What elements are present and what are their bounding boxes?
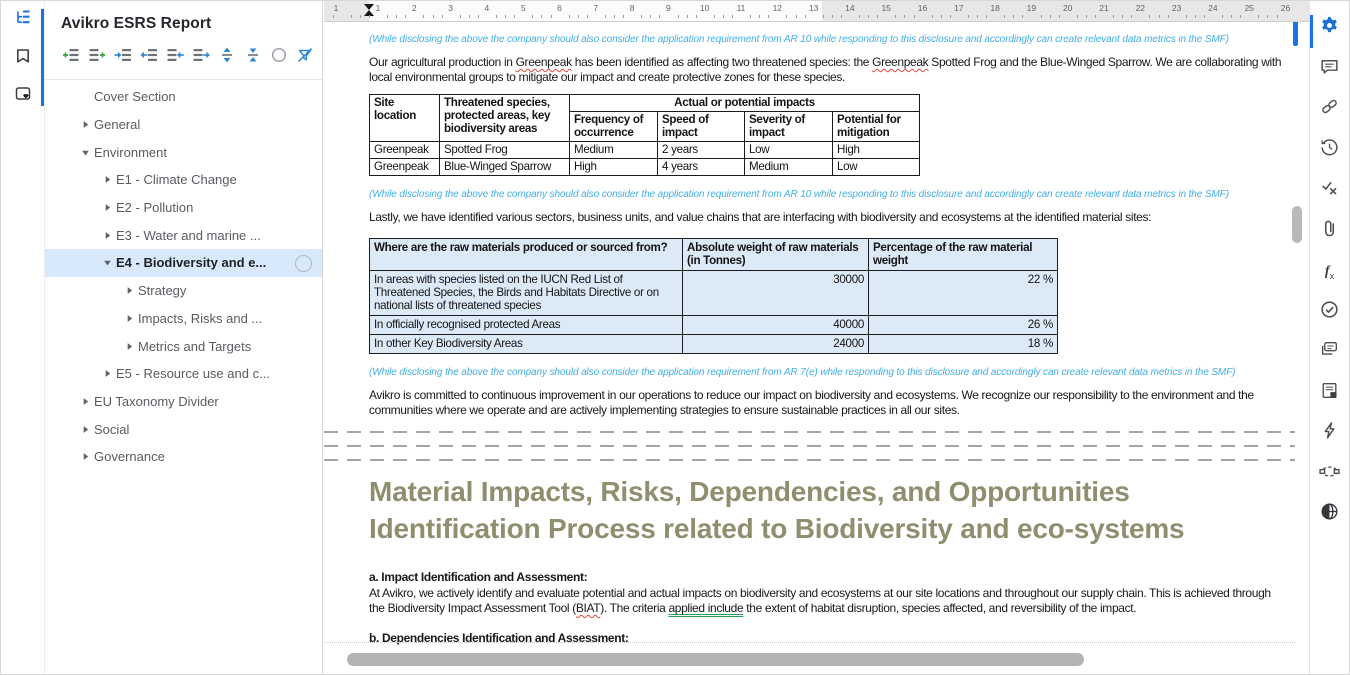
chevron-right-icon[interactable] [79, 395, 91, 407]
ruler-tick [904, 15, 905, 18]
table-row [370, 315, 1058, 334]
table1-cell[interactable]: 4 years [658, 158, 745, 175]
add-child-icon [62, 46, 80, 69]
active-panel-indicator [41, 9, 44, 106]
ruler-tick [405, 15, 406, 18]
bookmark-icon [13, 46, 33, 71]
table1-cell[interactable]: Medium [745, 158, 833, 175]
table1-subheader[interactable]: Frequency of occurrence [570, 111, 658, 141]
ruler-tick [505, 15, 506, 18]
ruler-tick [1277, 15, 1278, 18]
table2-cell[interactable]: 22 % [869, 270, 1058, 315]
table-row [370, 158, 920, 175]
section-status-button[interactable] [269, 47, 289, 67]
tree-item-e4-biodiversity-and-e[interactable] [44, 249, 322, 277]
chevron-right-icon[interactable] [123, 285, 135, 297]
table2-cell[interactable]: 18 % [869, 334, 1058, 353]
ruler-number: 9 [666, 3, 671, 13]
status-circle[interactable] [295, 255, 312, 272]
tree-item-e1-climate-change[interactable] [44, 166, 322, 194]
move-left-icon [166, 46, 184, 69]
tree-item-label: E5 - Resource use and c... [116, 366, 270, 382]
move-section-up-button[interactable] [165, 47, 185, 67]
ruler-number: 2 [411, 3, 417, 13]
grammar-marked-text: applied include [668, 601, 744, 616]
saved-cards-panel-button[interactable] [1, 77, 44, 115]
tree-item-label: Strategy [138, 283, 187, 299]
status-circle-icon [270, 46, 288, 69]
ruler-tick [768, 15, 769, 18]
tree-item-e5-resource-use-and-c[interactable] [44, 360, 322, 388]
ruler-tick [986, 15, 987, 18]
ruler-tick [1240, 15, 1241, 18]
comments-button[interactable] [1318, 57, 1342, 81]
tree-item-metrics-and-targets[interactable] [44, 332, 322, 360]
ruler-tick [1186, 15, 1187, 18]
clear-filter-button[interactable] [295, 47, 315, 67]
ruler-tick [1077, 15, 1078, 18]
ruler-number: 12 [772, 3, 783, 13]
table1-cell[interactable]: Greenpeak [370, 141, 440, 158]
ruler-tick [551, 15, 552, 18]
table-row [370, 141, 920, 158]
subsection-a-title[interactable]: a. Impact Identification and Assessment: [369, 569, 588, 584]
ruler-tick [1004, 15, 1005, 18]
ruler-tick [360, 15, 361, 18]
ruler-tick [1122, 15, 1123, 18]
ruler-number: 7 [593, 3, 599, 13]
ruler-tick [369, 15, 370, 18]
table2-cell[interactable]: 26 % [869, 315, 1058, 334]
tree-item-label: E4 - Biodiversity and e... [116, 255, 267, 271]
ruler-tick [532, 15, 533, 18]
ruler-tick [805, 15, 806, 18]
chevron-right-icon[interactable] [79, 423, 91, 435]
track-changes-button[interactable] [1318, 178, 1342, 202]
ruler-tick [832, 15, 833, 18]
guidance-note-2[interactable]: (While disclosing the above the company should also consider the application requirement from AR 10 while responding to this disclosure and accordingly can create relevant data metrics in the SMF) [369, 188, 1229, 200]
ruler-number: 17 [954, 3, 964, 13]
ruler-tick [614, 15, 615, 18]
ruler-number: 14 [845, 3, 855, 13]
outline-toolbar [44, 33, 322, 70]
tree-item-cover-section[interactable] [44, 83, 322, 111]
page-notes-icon [1319, 380, 1340, 406]
tree-item-impacts-risks-and[interactable] [44, 305, 322, 333]
tree-item-e2-pollution[interactable] [44, 194, 322, 222]
add-below-icon [88, 46, 106, 69]
tree-item-label: EU Taxonomy Divider [94, 393, 219, 409]
ruler-tick [1113, 15, 1114, 18]
ruler-tick [1168, 15, 1169, 18]
table2-cell[interactable]: 24000 [683, 334, 869, 353]
tree-item-environment[interactable] [44, 138, 322, 166]
ruler-tick [1267, 15, 1268, 18]
ruler-tick [423, 15, 424, 18]
report-title: Avikro ESRS Report [61, 15, 212, 32]
history-icon [1319, 137, 1340, 163]
table1-header-species[interactable]: Threatened species, protected areas, key biodiversity areas [440, 94, 570, 141]
table1-cell[interactable]: Spotted Frog [440, 141, 570, 158]
ruler-tick [587, 15, 588, 18]
ruler-tick [1204, 15, 1205, 18]
ruler-tick [623, 15, 624, 18]
data-connection-icon [1319, 461, 1340, 487]
ruler-tick [750, 15, 751, 18]
quick-actions-button[interactable] [1318, 421, 1342, 445]
indent-section-button[interactable] [113, 47, 133, 67]
table1-cell[interactable]: Low [745, 141, 833, 158]
ruler-number: 26 [1280, 3, 1291, 13]
indent-icon [114, 46, 132, 69]
chevron-down-icon[interactable] [79, 146, 91, 158]
table1-cell[interactable]: Blue-Winged Sparrow [440, 158, 570, 175]
table2-cell[interactable]: 40000 [683, 315, 869, 334]
ruler-number: 21 [1099, 3, 1109, 13]
ruler-number: 1 [375, 3, 381, 13]
chevron-right-icon[interactable] [123, 312, 135, 324]
tree-item-social[interactable] [44, 415, 322, 443]
move-right-icon [192, 46, 210, 69]
ruler-number: 11 [736, 3, 746, 13]
table2-cell[interactable]: In areas with species listed on the IUCN Red List of Threatened Species, the Birds and Habitats Directive or on national lists of threatened species [370, 270, 683, 315]
ruler-number: 4 [484, 3, 490, 13]
section-tree [44, 80, 322, 471]
web-button[interactable] [1318, 502, 1342, 526]
chevron-right-icon[interactable] [123, 340, 135, 352]
table2-cell[interactable]: In other Key Biodiversity Areas [370, 334, 683, 353]
ruler-tick [578, 15, 579, 18]
outline-sidebar [44, 1, 323, 674]
ruler-tick [796, 15, 797, 18]
ruler-number: 24 [1208, 3, 1218, 13]
table1-cell[interactable]: Medium [570, 141, 658, 158]
spell-marked-text: Greenpeak [872, 55, 929, 69]
tree-item-label: Environment [94, 144, 167, 160]
ruler-tick [1022, 15, 1023, 18]
tree-item-strategy[interactable] [44, 277, 322, 305]
ruler-tick [1086, 15, 1087, 18]
tree-item-label: E2 - Pollution [116, 200, 194, 216]
ruler-number: 10 [699, 3, 710, 13]
ruler-tick [759, 15, 760, 18]
ruler-tick [1258, 15, 1259, 18]
ruler-tick [678, 15, 679, 18]
settings-icon [1319, 15, 1340, 41]
attachment-icon [1319, 218, 1340, 244]
comment-threads-icon [1319, 339, 1340, 365]
raw-materials-table[interactable] [369, 238, 1058, 354]
page-break-line [324, 445, 1295, 447]
ruler-tick [605, 15, 606, 18]
ruler-margin-label: 1 [333, 3, 339, 13]
ruler-tick [1149, 15, 1150, 18]
chevron-right-icon[interactable] [79, 451, 91, 463]
ruler-tick [569, 15, 570, 18]
ruler-tick [687, 15, 688, 18]
table-row [370, 334, 1058, 353]
document-viewport[interactable] [324, 1, 1309, 674]
link-icon [1319, 96, 1340, 122]
track-changes-icon [1319, 177, 1340, 203]
clear-filter-icon [296, 46, 314, 69]
ruler-tick [333, 15, 334, 18]
approvals-button[interactable] [1318, 300, 1342, 324]
table1-cell[interactable]: High [570, 158, 658, 175]
impacts-table[interactable] [369, 94, 920, 176]
settings-button[interactable] [1318, 16, 1342, 40]
ruler-tick [914, 15, 915, 18]
table1-subheader[interactable]: Speed of impact [658, 111, 745, 141]
comment-threads-button[interactable] [1318, 340, 1342, 364]
ruler-tick [868, 15, 869, 18]
chevron-right-icon[interactable] [101, 229, 113, 241]
table1-cell[interactable]: High [833, 141, 920, 158]
ruler-tick [877, 15, 878, 18]
tree-item-label: Social [94, 421, 130, 437]
table1-subheader[interactable]: Severity of impact [745, 111, 833, 141]
chevron-down-icon[interactable] [101, 257, 113, 269]
ruler-tick [433, 15, 434, 18]
subsection-b-title[interactable]: b. Dependencies Identification and Assessment: [369, 630, 629, 645]
paragraph-commitment[interactable]: Avikro is committed to continuous improvement in our operations to reduce our impact on biodiversity and ecosystems. We recognize our responsibility to the environment and the communities where we operate and are actively implementing strategies to ensure sustainable practices in all our sites. [369, 387, 1254, 418]
tree-item-governance[interactable] [44, 443, 322, 471]
quick-actions-icon [1319, 420, 1340, 446]
spell-marked-text: BIAT [575, 601, 601, 616]
horizontal-ruler [324, 1, 1309, 22]
ruler-tick [387, 15, 388, 18]
section-heading[interactable]: Material Impacts, Risks, Dependencies, and Opportunities Identification Process related to Biodiversity and eco-systems [369, 475, 1185, 544]
ruler-tick [1059, 15, 1060, 18]
tree-item-label: Metrics and Targets [138, 338, 252, 354]
ruler-tick [859, 15, 860, 18]
table1-header-group[interactable]: Actual or potential impacts [570, 94, 920, 111]
guidance-note-3[interactable]: (While disclosing the above the company should also consider the application requirement from AR 7(e) while responding to this disclosure and accordingly can create relevant data metrics in the SMF) [369, 366, 1236, 378]
ruler-tick [950, 15, 951, 18]
tree-item-label: General [94, 117, 141, 133]
ruler-tick [396, 15, 397, 18]
ruler-tick [659, 15, 660, 18]
ruler-tick [514, 15, 515, 18]
outline-panel-button[interactable] [1, 1, 44, 39]
paragraph-species[interactable]: Our agricultural production in Greenpeak has been identified as affecting two threatened species: the Greenpeak Spotted Frog and the Blue-Winged Sparrow. We are collaborating with local environmental groups to mitigate our impact and create protective zones for these species. [369, 55, 1282, 85]
ruler-number: 23 [1171, 3, 1182, 13]
ruler-tick [1195, 15, 1196, 18]
ruler-tick [1222, 15, 1223, 18]
ruler-tick [460, 15, 461, 18]
table1-subheader[interactable]: Potential for mitigation [833, 111, 920, 141]
ruler-tick [823, 15, 824, 18]
paragraph-impact-assessment[interactable]: At Avikro, we actively identify and evaluate potential and actual impacts on biodiversity and ecosystems at our site locations and throughout our supply chain. This is achieved through the Biodiversity Impact Assessment Tool (BIAT). The criteria applied include the extent of habitat disruption, species affected, and reversibility of the impact. [369, 585, 1271, 616]
formula-icon: $f_x$ [1324, 263, 1335, 281]
outdent-section-button[interactable] [139, 47, 159, 67]
tree-item-label: Cover Section [94, 89, 176, 105]
ruler-tick [841, 15, 842, 18]
collapse-all-icon [244, 46, 262, 69]
page-break-line [324, 459, 1295, 461]
attachments-button[interactable] [1318, 219, 1342, 243]
horizontal-scrollbar-thumb[interactable] [347, 653, 1084, 666]
ruler-tick [1159, 15, 1160, 18]
ruler-tick [977, 15, 978, 18]
tree-item-general[interactable] [44, 111, 322, 139]
ruler-tick [1231, 15, 1232, 18]
ruler-tick [968, 15, 969, 18]
ruler-number: 20 [1062, 3, 1073, 13]
outline-icon [13, 8, 33, 33]
formula-button[interactable] [1318, 259, 1342, 283]
guidance-note-1[interactable]: (While disclosing the above the company should also consider the application requirement from AR 10 while responding to this disclosure and accordingly can create relevant data metrics in the SMF) [369, 34, 1229, 45]
table2-header[interactable]: Percentage of the raw material weight [869, 239, 1058, 271]
chevron-right-icon[interactable] [101, 202, 113, 214]
ruler-number: 3 [448, 3, 453, 13]
ruler-tick [641, 15, 642, 18]
document-page[interactable] [324, 21, 1295, 674]
approval-icon [1319, 299, 1340, 325]
tree-item-label: Governance [94, 449, 165, 465]
expand-all-icon [218, 46, 236, 69]
link-button[interactable] [1318, 97, 1342, 121]
add-child-section-button[interactable] [61, 47, 81, 67]
paragraph-lastly[interactable]: Lastly, we have identified various sectors, business units, and value chains that are interfacing with biodiversity and ecosystems at the identified material sites: [369, 209, 1152, 224]
add-section-below-button[interactable] [87, 47, 107, 67]
ruler-tick [732, 15, 733, 18]
ruler-tick [1131, 15, 1132, 18]
collapse-all-button[interactable] [243, 47, 263, 67]
ruler-number: 18 [990, 3, 1000, 13]
table2-header[interactable]: Absolute weight of raw materials (in Tonnes) [683, 239, 869, 271]
move-section-down-button[interactable] [191, 47, 211, 67]
ruler-tick [541, 15, 542, 18]
table-row [370, 270, 1058, 315]
ruler-tick [1095, 15, 1096, 18]
spell-marked-text: Greenpeak [515, 55, 572, 69]
left-icon-rail [1, 1, 45, 674]
bookmarks-panel-button[interactable] [1, 39, 44, 77]
ruler-tick [714, 15, 715, 18]
ruler-tick [941, 15, 942, 18]
table1-header-site-location[interactable]: Site location [370, 94, 440, 141]
ruler-tick [1050, 15, 1051, 18]
ruler-tick [496, 15, 497, 18]
ruler-tick [723, 15, 724, 18]
ruler-tick [478, 15, 479, 18]
ruler-tick [786, 15, 787, 18]
ruler-number: 25 [1244, 3, 1254, 13]
page-text-boundary [324, 642, 1295, 643]
tree-item-label: Impacts, Risks and ... [138, 310, 263, 326]
ruler-number: 22 [1135, 3, 1146, 13]
data-connection-button[interactable] [1318, 462, 1342, 486]
ruler-tick [696, 15, 697, 18]
page-notes-button[interactable] [1318, 381, 1342, 405]
ruler-tick [650, 15, 651, 18]
table2-cell[interactable]: 30000 [683, 270, 869, 315]
ruler-tick [442, 15, 443, 18]
ruler-number: 15 [881, 3, 891, 13]
ruler-number: 16 [917, 3, 928, 13]
ruler-tick [469, 15, 470, 18]
tree-item-label: E3 - Water and marine ... [116, 227, 261, 243]
outdent-icon [140, 46, 158, 69]
comment-icon [1319, 56, 1340, 82]
vertical-scrollbar-thumb[interactable] [1292, 206, 1302, 243]
page-break-line [324, 431, 1295, 433]
version-history-button[interactable] [1318, 138, 1342, 162]
table2-cell[interactable]: In officially recognised protected Areas [370, 315, 683, 334]
right-icon-rail [1309, 1, 1349, 674]
expand-all-button[interactable] [217, 47, 237, 67]
ruler-number: 6 [557, 3, 562, 13]
tree-item-eu-taxonomy-divider[interactable] [44, 388, 322, 416]
ruler-tick [932, 15, 933, 18]
ruler-tick [1013, 15, 1014, 18]
tree-item-label: E1 - Climate Change [116, 172, 237, 188]
chevron-placeholder [79, 91, 91, 103]
active-tool-indicator [1310, 15, 1313, 48]
ruler-number: 5 [520, 3, 526, 13]
chevron-right-icon[interactable] [101, 174, 113, 186]
table1-cell[interactable]: Greenpeak [370, 158, 440, 175]
chevron-right-icon[interactable] [101, 368, 113, 380]
ruler-number: 8 [629, 3, 635, 13]
chevron-right-icon[interactable] [79, 119, 91, 131]
ruler-tick [895, 15, 896, 18]
page-break [324, 431, 1295, 461]
table2-header[interactable]: Where are the raw materials produced or sourced from? [370, 239, 683, 271]
tree-item-e3-water-and-marine[interactable] [44, 221, 322, 249]
table1-cell[interactable]: Low [833, 158, 920, 175]
ruler-number: 19 [1026, 3, 1037, 13]
table1-cell[interactable]: 2 years [658, 141, 745, 158]
ruler-number: 13 [808, 3, 819, 13]
web-icon [1319, 501, 1340, 527]
saved-card-icon [13, 84, 33, 109]
ruler-tick [351, 15, 352, 18]
ruler-tick [1041, 15, 1042, 18]
